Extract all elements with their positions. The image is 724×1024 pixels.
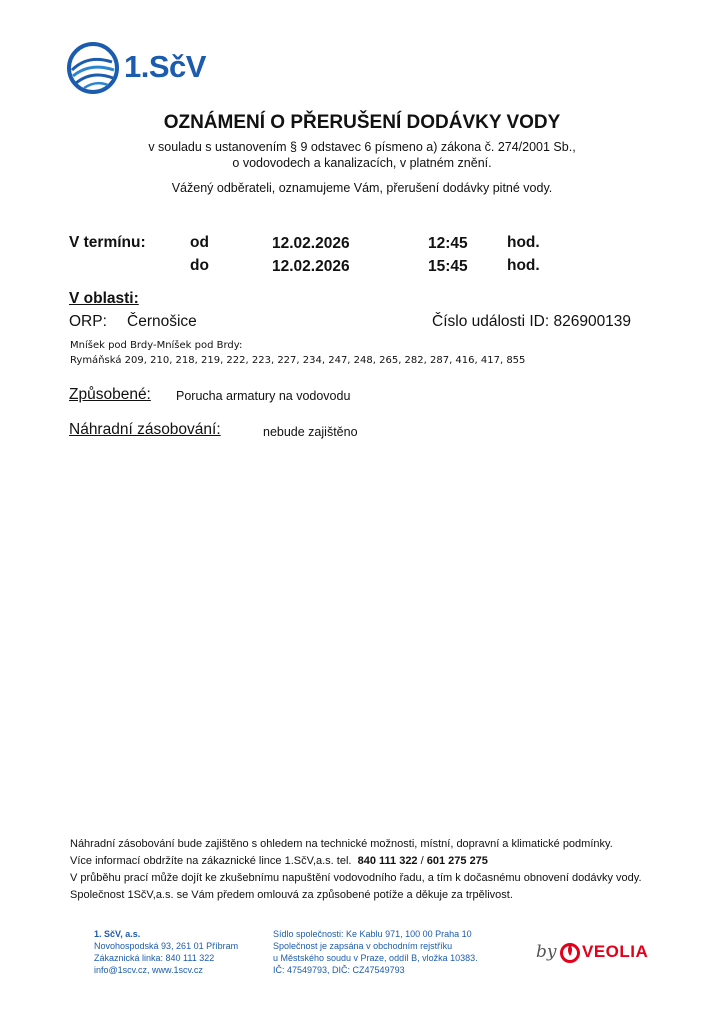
footer-registration	[273, 928, 478, 976]
page-title: OZNÁMENÍ O PŘERUŠENÍ DODÁVKY VODY	[163, 112, 561, 133]
cause-value: Porucha armatury na vodovodu	[176, 389, 351, 403]
footer-address: Novohospodská 93, 261 01 Příbram	[94, 941, 239, 951]
term-to-label: do	[190, 257, 209, 274]
supply-value: nebude zajištěno	[263, 425, 358, 439]
company-logo	[66, 40, 236, 96]
footer-court: u Městského soudu v Praze, oddíl B, vložka 10383.	[273, 953, 478, 963]
address-list: Rymáňská 209, 210, 218, 219, 222, 223, 227, 234, 247, 248, 265, 282, 287, 416, 417, 855	[70, 355, 526, 366]
footer-hotline: Zákaznická linka: 840 111 322	[94, 953, 215, 963]
phone-2: 601 275 275	[426, 855, 488, 867]
term-to-unit: hod.	[507, 257, 540, 274]
term-from-unit: hod.	[507, 234, 540, 251]
footer-seat: Sídlo společnosti: Ke Kablu 971, 100 00 Praha 10	[273, 929, 472, 939]
veolia-by: by	[536, 942, 557, 962]
note-line-2-text: Více informací obdržíte na zákaznické lince 1.SčV,a.s. tel.	[70, 855, 352, 867]
water-drop-logo-icon	[66, 40, 120, 96]
veolia-text: VEOLIA	[582, 942, 649, 961]
legal-line-2: o vodovodech a kanalizacích, v platném znění.	[232, 156, 492, 170]
orp-value: Černošice	[127, 313, 197, 330]
phone-separator: /	[420, 855, 424, 867]
legal-line-1: v souladu s ustanovením § 9 odstavec 6 písmeno a) zákona č. 274/2001 Sb.,	[148, 140, 576, 154]
greeting: Vážený odběrateli, oznamujeme Vám, přerušení dodávky pitné vody.	[171, 181, 553, 195]
note-line-2	[70, 855, 488, 867]
event-id: Číslo události ID: 826900139	[432, 313, 632, 330]
term-from-label: od	[190, 234, 209, 251]
footer-company-name: 1. SčV, a.s.	[94, 929, 141, 939]
logo-text: 1.SčV	[124, 49, 206, 84]
note-line-1: Náhradní zásobování bude zajištěno s ohledem na technické možnosti, místní, dopravní a klimatické podmínky.	[70, 838, 613, 850]
note-line-4: Společnost 1SčV,a.s. se Vám předem omlouvá za způsobené potíže a děkuje za trpělivost.	[70, 889, 513, 901]
supply-label: Náhradní zásobování:	[69, 421, 221, 438]
veolia-logo	[536, 938, 656, 968]
locality: Mníšek pod Brdy-Mníšek pod Brdy:	[70, 340, 243, 351]
area-label: V oblasti:	[69, 290, 139, 307]
note-line-3: V průběhu prací může dojít ke zkušebnímu napuštění vodovodního řadu, a tím k dočasnému obnovení dodávky vody.	[70, 872, 642, 884]
term-label: V termínu:	[69, 234, 146, 251]
term-from-date: 12.02.2026	[272, 235, 350, 252]
footer-company	[94, 928, 238, 976]
footer-register: Společnost je zapsána v obchodním rejstříku	[273, 941, 453, 951]
orp-label: ORP:	[69, 313, 107, 330]
veolia-flame-icon	[560, 940, 580, 964]
cause-label: Způsobené:	[69, 386, 151, 403]
term-to-date: 12.02.2026	[272, 258, 350, 275]
term-from-time: 12:45	[428, 235, 468, 252]
term-to-time: 15:45	[428, 258, 468, 275]
footer-ids: IČ: 47549793, DIČ: CZ47549793	[273, 965, 405, 975]
footer-contact: info@1scv.cz, www.1scv.cz	[94, 965, 203, 975]
phone-1: 840 111 322	[357, 855, 418, 867]
